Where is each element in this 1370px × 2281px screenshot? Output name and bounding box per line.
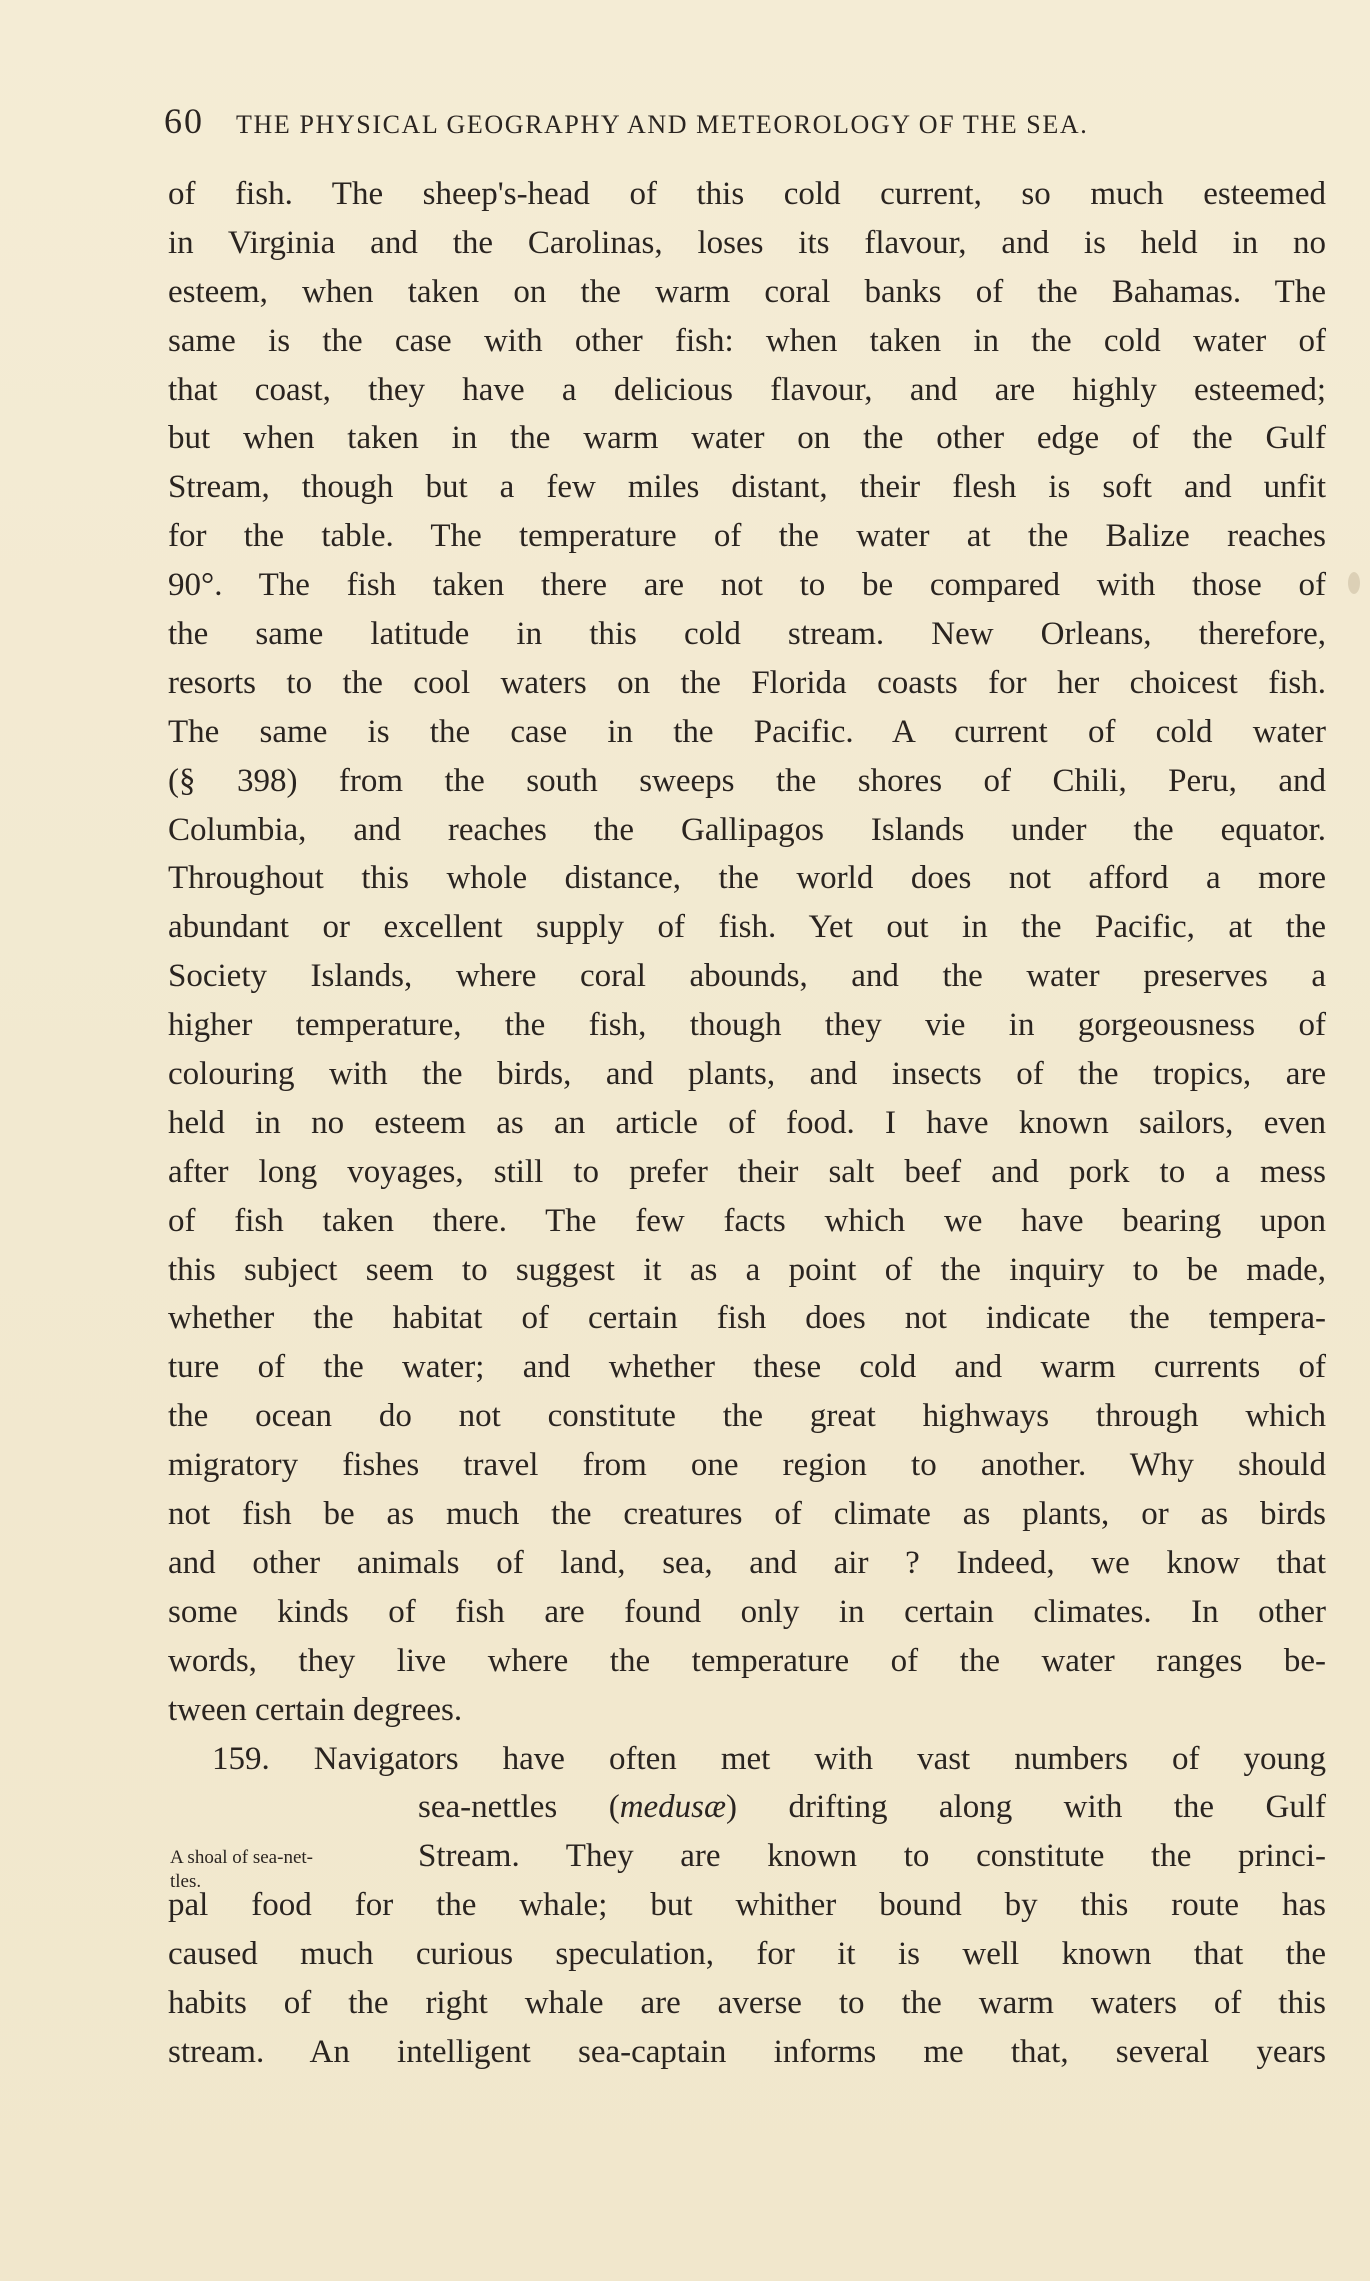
text-line: The same is the case in the Pacific. A current of cold water bbox=[168, 713, 1326, 750]
text-line: held in no esteem as an article of food. I have known sailors, even bbox=[168, 1104, 1326, 1141]
text-line: in Virginia and the Carolinas, loses its flavour, and is held in no bbox=[168, 224, 1326, 261]
text-line: after long voyages, still to prefer their salt beef and pork to a mess bbox=[168, 1153, 1326, 1190]
text-line: this subject seem to suggest it as a point of the inquiry to be made, bbox=[168, 1251, 1326, 1288]
text-fragment: ) drifting along with the Gulf bbox=[726, 1789, 1326, 1826]
text-line: stream. An intelligent sea-captain informs me that, several years bbox=[168, 2033, 1326, 2070]
running-head bbox=[164, 100, 1254, 160]
text-line: but when taken in the warm water on the other edge of the Gulf bbox=[168, 420, 1326, 457]
paragraph-159-line bbox=[168, 1783, 1326, 1832]
margin-note bbox=[170, 1846, 400, 1894]
text-line: of fish taken there. The few facts which we have bearing upon bbox=[168, 1202, 1326, 1239]
text-line: not fish be as much the creatures of climate as plants, or as birds bbox=[168, 1496, 1326, 1533]
text-line: that coast, they have a delicious flavour, and are highly esteemed; bbox=[168, 371, 1326, 408]
text-line: same is the case with other fish: when taken in the cold water of bbox=[168, 322, 1326, 359]
text-fragment: sea-nettles ( bbox=[418, 1789, 620, 1826]
text-line: resorts to the cool waters on the Florida coasts for her choicest fish. bbox=[168, 664, 1326, 701]
text-line: habits of the right whale are averse to the warm waters of this bbox=[168, 1984, 1326, 2021]
text-line: migratory fishes travel from one region to another. Why should bbox=[168, 1447, 1326, 1484]
text-line: 90°. The fish taken there are not to be compared with those of bbox=[168, 567, 1326, 604]
text-line: abundant or excellent supply of fish. Yet out in the Pacific, at the bbox=[168, 909, 1326, 946]
text-line: Stream, though but a few miles distant, their flesh is soft and unfit bbox=[168, 469, 1326, 506]
paper-smudge bbox=[1348, 572, 1360, 594]
text-line: esteem, when taken on the warm coral banks of the Bahamas. The bbox=[168, 273, 1326, 310]
margin-note-line: A shoal of sea-net- bbox=[170, 1847, 313, 1868]
text-line: whether the habitat of certain fish does not indicate the tempera- bbox=[168, 1300, 1326, 1337]
italic-term: medusæ bbox=[619, 1789, 727, 1826]
text-line: colouring with the birds, and plants, and insects of the tropics, are bbox=[168, 1056, 1326, 1093]
text-line: and other animals of land, sea, and air ? Indeed, we know that bbox=[168, 1544, 1326, 1581]
text-line: Columbia, and reaches the Gallipagos Islands under the equator. bbox=[168, 811, 1326, 848]
body-text bbox=[168, 170, 1326, 2077]
paragraph-159-line: 159. Navigators have often met with vast numbers of young bbox=[212, 1740, 1326, 1777]
page-number: 60 bbox=[164, 101, 204, 141]
text-line: higher temperature, the fish, though they vie in gorgeousness of bbox=[168, 1007, 1326, 1044]
text-line: ture of the water; and whether these cold and warm currents of bbox=[168, 1349, 1326, 1386]
text-line: Throughout this whole distance, the world does not afford a more bbox=[168, 860, 1326, 897]
text-line: the ocean do not constitute the great highways through which bbox=[168, 1398, 1326, 1435]
running-head-title: THE PHYSICAL GEOGRAPHY AND METEOROLOGY OF THE SEA. bbox=[236, 110, 1089, 139]
text-line: for the table. The temperature of the water at the Balize reaches bbox=[168, 518, 1326, 555]
text-line: of fish. The sheep's-head of this cold current, so much esteemed bbox=[168, 176, 1326, 212]
text-line: words, they live where the temperature of the water ranges be- bbox=[168, 1642, 1326, 1679]
text-line: the same latitude in this cold stream. New Orleans, therefore, bbox=[168, 616, 1326, 653]
text-line: (§ 398) from the south sweeps the shores of Chili, Peru, and bbox=[168, 762, 1326, 799]
text-line: Society Islands, where coral abounds, and the water preserves a bbox=[168, 958, 1326, 995]
text-line: some kinds of fish are found only in certain climates. In other bbox=[168, 1593, 1326, 1630]
margin-note-line: tles. bbox=[170, 1871, 202, 1892]
text-line: pal food for the whale; but whither bound by this route has bbox=[168, 1887, 1326, 1924]
paragraph-159-line: Stream. They are known to constitute the princi- bbox=[418, 1838, 1326, 1875]
text-line: caused much curious speculation, for it is well known that the bbox=[168, 1936, 1326, 1973]
text-line: tween certain degrees. bbox=[168, 1691, 463, 1728]
